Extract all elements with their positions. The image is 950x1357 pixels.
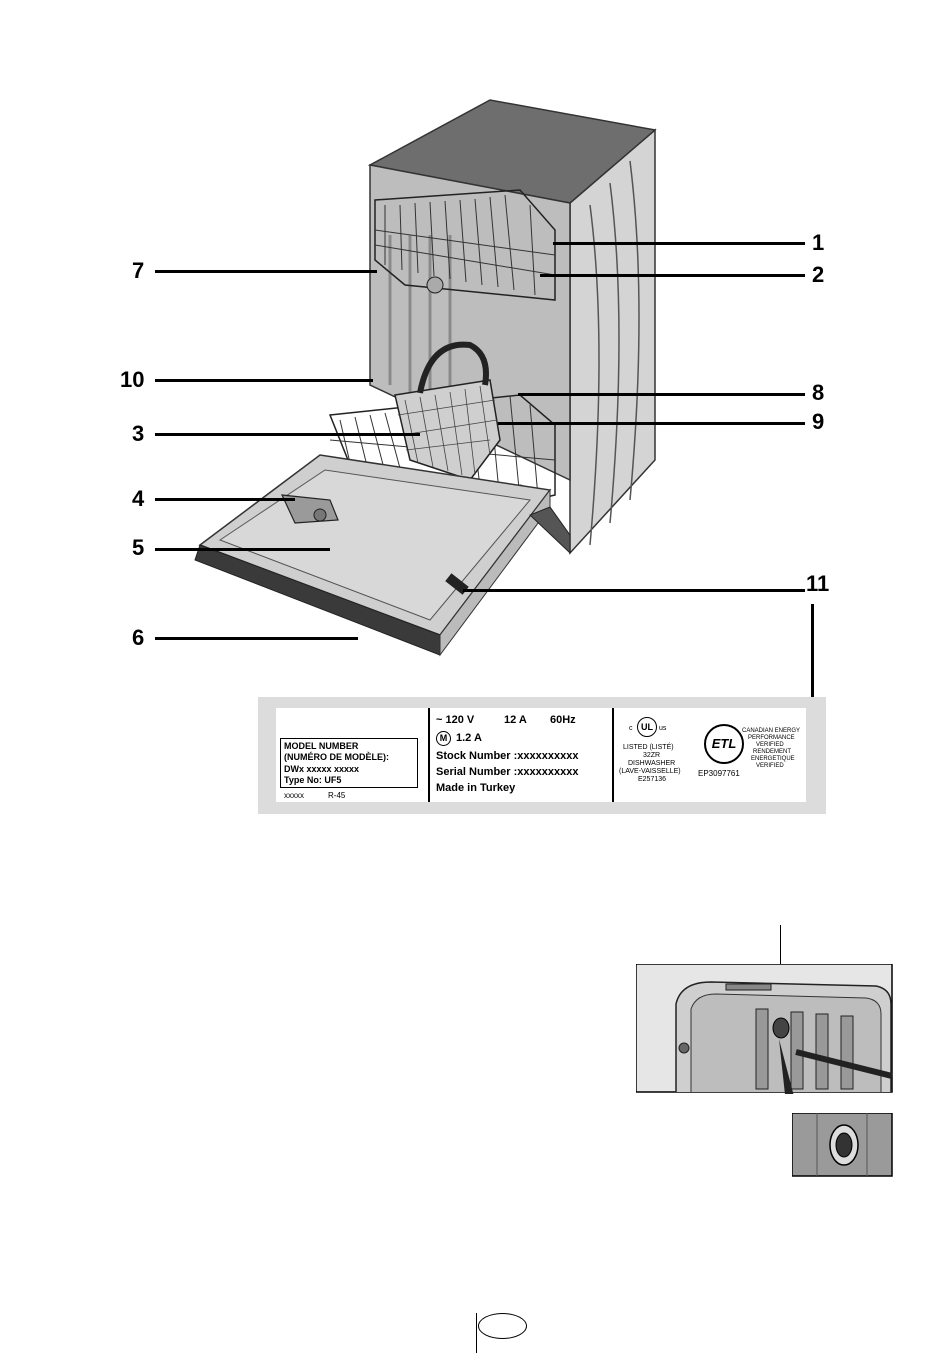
ul-line-1: LISTED (LISTÉ) — [623, 744, 674, 751]
ul-line-2: 32ZR — [643, 752, 661, 759]
ul-line-3: DISHWASHER — [628, 760, 676, 767]
model-line-3: DWx xxxxx xxxxx — [284, 764, 360, 774]
motor-symbol-icon — [436, 731, 451, 746]
leader-line-11 — [463, 589, 805, 592]
ul-line-4: (LAVE-VAISSELLE) — [619, 768, 681, 775]
energy-line-4: RENDEMENT — [753, 749, 792, 755]
ul-c: c — [629, 725, 633, 732]
etl-icon — [704, 724, 744, 764]
model-line-4: Type No: UF5 — [284, 775, 342, 785]
plate-separator-1 — [428, 708, 430, 802]
callout-7: 7 — [132, 258, 145, 283]
ul-line-5: E257136 — [638, 776, 667, 783]
callout-5: 5 — [132, 535, 145, 560]
stock-number: Stock Number :xxxxxxxxxx — [436, 750, 579, 762]
model-line-1: MODEL NUMBER — [284, 741, 359, 751]
ul-mark: UL — [641, 722, 653, 732]
motor-symbol-letter: M — [439, 733, 448, 743]
callout-3: 3 — [132, 421, 145, 446]
voltage: ~ 120 V — [436, 714, 475, 726]
callout-11: 11 — [806, 571, 830, 596]
energy-line-6: VERIFIED — [756, 763, 784, 769]
model-line-2: (NUMÉRO DE MODÈLE): — [284, 752, 389, 762]
callout-10: 10 — [120, 367, 145, 392]
callout-4: 4 — [132, 486, 145, 511]
leader-line-1 — [553, 242, 805, 245]
leader-line-9 — [498, 422, 805, 425]
code-right: R-45 — [328, 791, 346, 800]
leader-line-11-vertical — [811, 604, 814, 697]
leader-line-4 — [155, 498, 295, 501]
energy-line-1: CANADIAN ENERGY — [742, 728, 801, 734]
energy-line-3: VERIFIED — [756, 742, 784, 748]
etl-mark: ETL — [711, 736, 737, 751]
motor-current: 1.2 A — [456, 732, 482, 744]
ul-circle — [637, 717, 657, 737]
callout-6: 6 — [132, 625, 145, 650]
callout-8: 8 — [812, 380, 825, 405]
leader-line-3 — [155, 433, 420, 436]
dishwasher-illustration — [190, 95, 670, 670]
leader-line-5 — [155, 548, 330, 551]
page-number-badge — [478, 1313, 527, 1339]
energy-line-5: ENERGETIQUE — [751, 756, 795, 762]
leader-line-6 — [155, 637, 358, 640]
current: 12 A — [504, 714, 527, 726]
code-left: xxxxx — [284, 791, 304, 800]
serial-number: Serial Number :xxxxxxxxxx — [436, 766, 579, 778]
leader-line-7 — [155, 270, 377, 273]
callout-1: 1 — [812, 230, 825, 255]
plate-separator-2 — [612, 708, 614, 802]
ul-us: us — [659, 725, 667, 732]
leader-line-8 — [518, 393, 805, 396]
ul-listed-icon — [621, 711, 696, 739]
plate-location-detail — [636, 964, 893, 1094]
leader-line-10 — [155, 379, 373, 382]
leader-line-2 — [540, 274, 805, 277]
energy-line-2: PERFORMANCE — [748, 735, 795, 741]
made-in: Made in Turkey — [436, 782, 516, 794]
etl-code: EP3097761 — [698, 769, 740, 778]
frequency: 60Hz — [550, 714, 576, 726]
page-number-divider — [476, 1313, 477, 1353]
callout-9: 9 — [812, 409, 825, 434]
rating-plate — [258, 697, 826, 814]
plate-closeup-detail — [792, 1113, 894, 1178]
callout-2: 2 — [812, 262, 825, 287]
rating-plate-label — [276, 708, 806, 802]
